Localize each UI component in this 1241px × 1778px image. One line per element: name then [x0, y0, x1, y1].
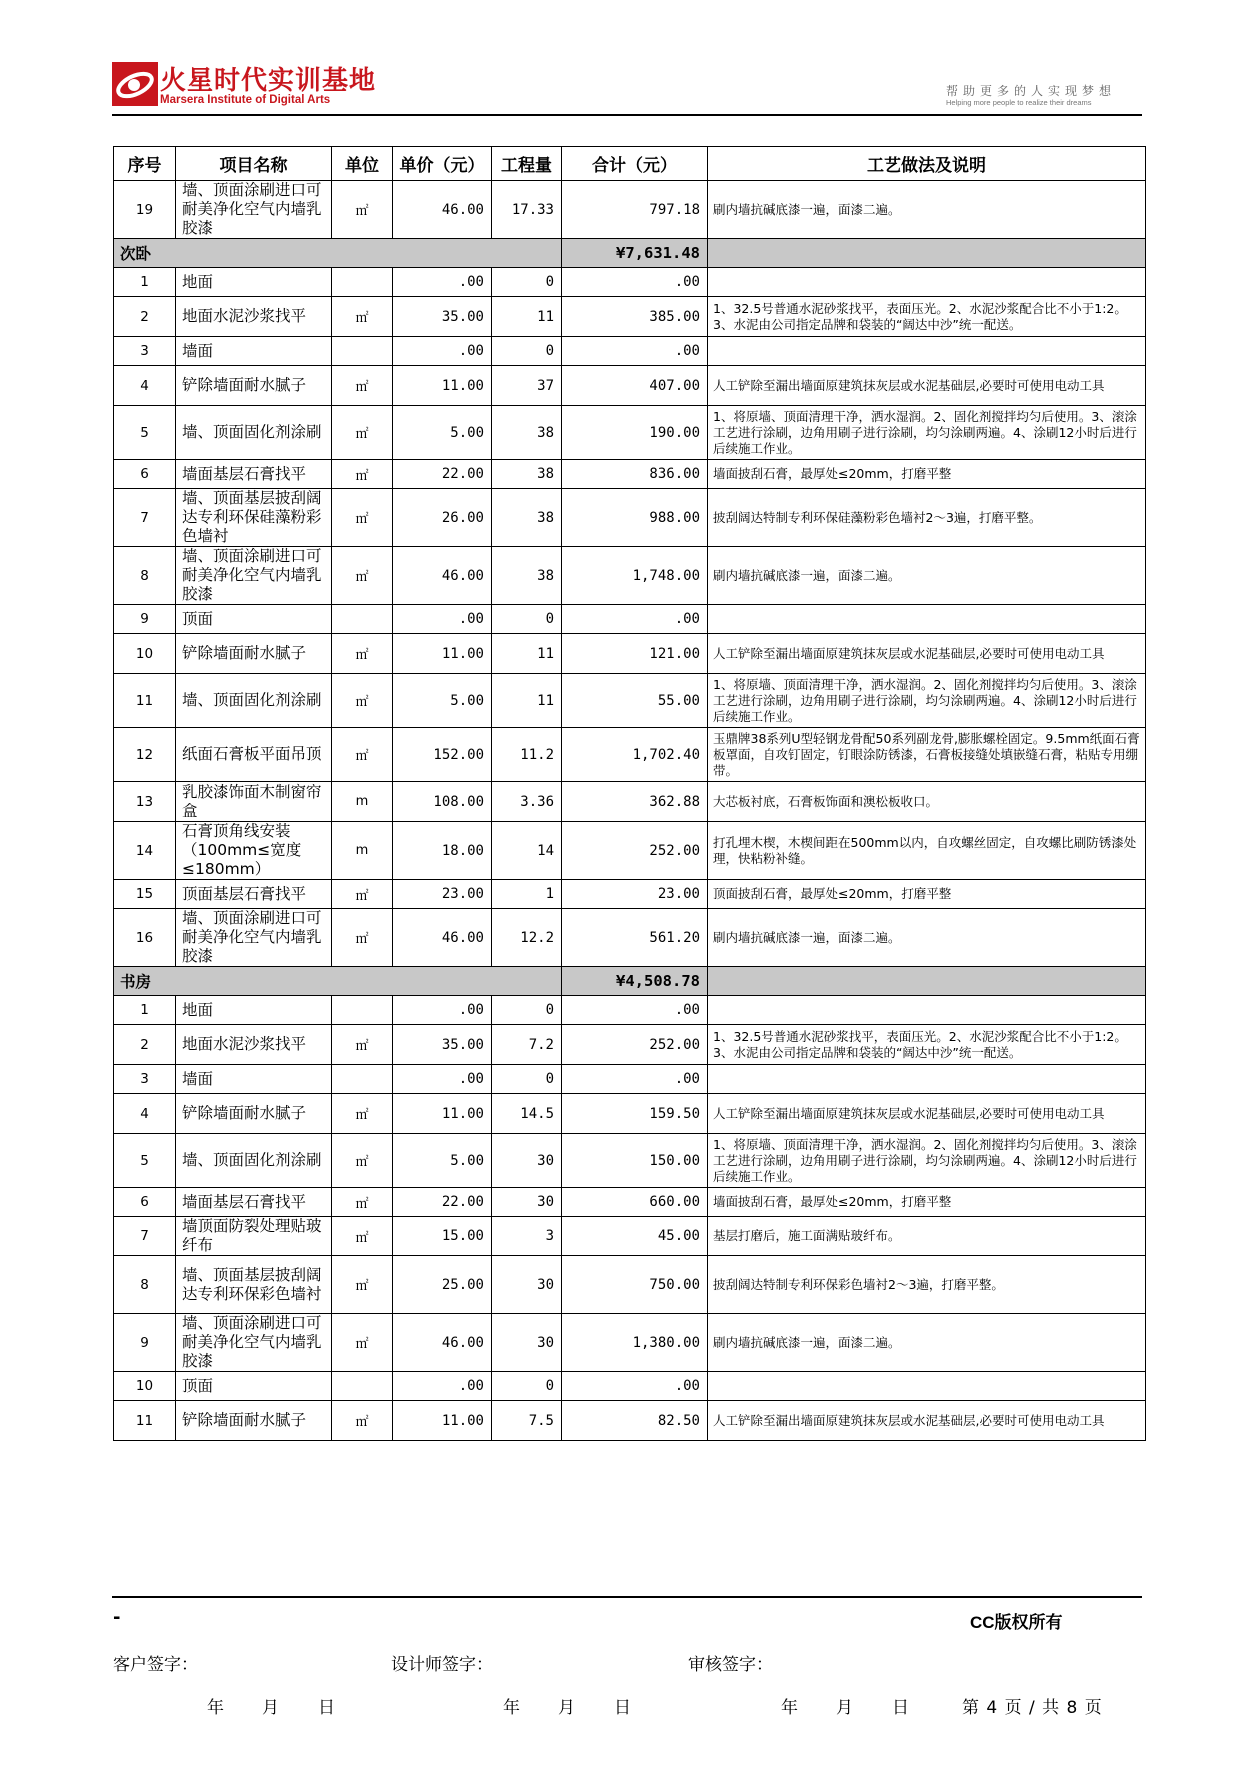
cell-no: 4 [114, 366, 176, 406]
cell-no: 8 [114, 547, 176, 605]
section-row [114, 967, 1146, 996]
cell-qty: 11 [492, 297, 562, 337]
cell-desc [708, 1372, 1146, 1401]
table-row [114, 489, 1146, 547]
cell-no: 9 [114, 605, 176, 634]
cell-name: 墙、顶面基层披刮阔达专利环保硅藻粉彩色墙衬 [176, 489, 332, 547]
table-row [114, 1314, 1146, 1372]
cell-no: 14 [114, 822, 176, 880]
table-row [114, 728, 1146, 782]
cell-name: 铲除墙面耐水腻子 [176, 366, 332, 406]
cell-qty: 11 [492, 634, 562, 674]
cell-no: 4 [114, 1094, 176, 1134]
cell-desc: 披刮阔达特制专利环保硅藻粉彩色墙衬2～3遍，打磨平整。 [708, 489, 1146, 547]
header-divider [112, 114, 1142, 116]
cell-price: 15.00 [393, 1217, 492, 1256]
designer-signature-label: 设计师签字： [391, 1655, 493, 1675]
cell-price: 46.00 [393, 547, 492, 605]
cell-unit: ㎡ [332, 297, 393, 337]
cell-price: 46.00 [393, 1314, 492, 1372]
cell-price: .00 [393, 605, 492, 634]
cell-no: 3 [114, 1065, 176, 1094]
client-date-day: 日 [318, 1698, 335, 1718]
cell-price: 22.00 [393, 1188, 492, 1217]
cell-qty: 0 [492, 605, 562, 634]
reviewer-date-day: 日 [892, 1698, 909, 1718]
cell-desc: 人工铲除至漏出墙面原建筑抹灰层或水泥基础层,必要时可使用电动工具 [708, 1401, 1146, 1441]
cell-unit: ㎡ [332, 634, 393, 674]
table-row [114, 634, 1146, 674]
cell-qty: 37 [492, 366, 562, 406]
cell-name: 铲除墙面耐水腻子 [176, 1094, 332, 1134]
cell-unit [332, 337, 393, 366]
cell-name: 地面水泥沙浆找平 [176, 1025, 332, 1065]
table-row [114, 181, 1146, 239]
section-total: ¥7,631.48 [562, 239, 708, 268]
col-header-price: 单价（元） [393, 147, 492, 181]
cell-no: 6 [114, 460, 176, 489]
table-row [114, 822, 1146, 880]
cell-name: 地面 [176, 268, 332, 297]
cell-desc: 墙面披刮石膏，最厚处≤20mm，打磨平整 [708, 1188, 1146, 1217]
col-header-qty: 工程量 [492, 147, 562, 181]
cell-desc: 人工铲除至漏出墙面原建筑抹灰层或水泥基础层,必要时可使用电动工具 [708, 1094, 1146, 1134]
cell-price: 152.00 [393, 728, 492, 782]
cell-name: 顶面 [176, 605, 332, 634]
cell-total: 561.20 [562, 909, 708, 967]
cell-total: 45.00 [562, 1217, 708, 1256]
cell-qty: 38 [492, 460, 562, 489]
cell-price: 5.00 [393, 1134, 492, 1188]
cell-total: 407.00 [562, 366, 708, 406]
cell-desc: 刷内墙抗碱底漆一遍，面漆二遍。 [708, 547, 1146, 605]
cell-unit: m [332, 822, 393, 880]
table-row [114, 547, 1146, 605]
cell-desc: 刷内墙抗碱底漆一遍，面漆二遍。 [708, 181, 1146, 239]
cell-unit: ㎡ [332, 1025, 393, 1065]
cell-name: 墙、顶面涂刷进口可耐美净化空气内墙乳胶漆 [176, 547, 332, 605]
cell-name: 墙、顶面固化剂涂刷 [176, 406, 332, 460]
cell-name: 墙面 [176, 1065, 332, 1094]
cell-no: 3 [114, 337, 176, 366]
cell-qty: 0 [492, 337, 562, 366]
cell-total: .00 [562, 337, 708, 366]
cell-unit: ㎡ [332, 181, 393, 239]
cell-unit: ㎡ [332, 366, 393, 406]
cell-name: 顶面基层石膏找平 [176, 880, 332, 909]
cell-qty: 12.2 [492, 909, 562, 967]
cell-qty: 14 [492, 822, 562, 880]
table-row [114, 674, 1146, 728]
cell-qty: 17.33 [492, 181, 562, 239]
cell-price: 46.00 [393, 181, 492, 239]
cell-price: .00 [393, 337, 492, 366]
cell-total: 150.00 [562, 1134, 708, 1188]
cell-total: 385.00 [562, 297, 708, 337]
col-header-no: 序号 [114, 147, 176, 181]
cell-qty: 7.2 [492, 1025, 562, 1065]
cell-qty: 3.36 [492, 782, 562, 822]
cell-no: 2 [114, 1025, 176, 1065]
cell-no: 16 [114, 909, 176, 967]
cell-total: 55.00 [562, 674, 708, 728]
cell-total: .00 [562, 1065, 708, 1094]
cell-qty: 3 [492, 1217, 562, 1256]
cell-price: 22.00 [393, 460, 492, 489]
section-desc [708, 239, 1146, 268]
cell-total: 988.00 [562, 489, 708, 547]
cell-no: 11 [114, 1401, 176, 1441]
cell-total: 1,748.00 [562, 547, 708, 605]
reviewer-date-year: 年 [781, 1698, 798, 1718]
cell-no: 7 [114, 489, 176, 547]
cell-no: 5 [114, 406, 176, 460]
cell-total: 82.50 [562, 1401, 708, 1441]
cell-unit: ㎡ [332, 406, 393, 460]
cell-price: .00 [393, 1372, 492, 1401]
cell-unit [332, 1065, 393, 1094]
cell-unit: ㎡ [332, 674, 393, 728]
cell-desc [708, 996, 1146, 1025]
cell-desc: 1、将原墙、顶面清理干净，洒水湿润。2、固化剂搅拌均匀后使用。3、滚涂工艺进行涂刷，边角用刷子进行涂刷，均匀涂刷两遍。4、涂刷12小时后进行后续施工作业。 [708, 406, 1146, 460]
cell-total: 836.00 [562, 460, 708, 489]
cell-no: 15 [114, 880, 176, 909]
cell-price: 35.00 [393, 297, 492, 337]
cell-desc: 玉鼎牌38系列U型轻钢龙骨配50系列副龙骨,膨胀螺栓固定。9.5mm纸面石膏板罩面，自攻钉固定，钉眼涂防锈漆，石膏板接缝处填嵌缝石膏，粘贴专用绷带。 [708, 728, 1146, 782]
col-header-desc: 工艺做法及说明 [708, 147, 1146, 181]
table-row [114, 268, 1146, 297]
cell-no: 1 [114, 268, 176, 297]
cell-unit: ㎡ [332, 728, 393, 782]
page-header [0, 0, 1241, 120]
client-date-year: 年 [207, 1698, 224, 1718]
table-row [114, 1025, 1146, 1065]
cell-unit: ㎡ [332, 489, 393, 547]
cell-total: 362.88 [562, 782, 708, 822]
designer-date-year: 年 [503, 1698, 520, 1718]
cell-total: 750.00 [562, 1256, 708, 1314]
cell-name: 墙、顶面涂刷进口可耐美净化空气内墙乳胶漆 [176, 1314, 332, 1372]
cell-name: 纸面石膏板平面吊顶 [176, 728, 332, 782]
quotation-table [113, 146, 1146, 1441]
table-row [114, 460, 1146, 489]
cell-no: 19 [114, 181, 176, 239]
cell-name: 墙面 [176, 337, 332, 366]
cell-desc: 打孔埋木楔，木楔间距在500mm以内，自攻螺丝固定，自攻螺比刷防锈漆处理，快粘粉补缝。 [708, 822, 1146, 880]
cell-qty: 38 [492, 489, 562, 547]
table-row [114, 1188, 1146, 1217]
section-name: 书房 [114, 967, 562, 996]
cell-name: 铲除墙面耐水腻子 [176, 634, 332, 674]
cell-qty: 0 [492, 996, 562, 1025]
cell-name: 石膏顶角线安装（100mm≤宽度≤180mm） [176, 822, 332, 880]
table-row [114, 337, 1146, 366]
cell-name: 墙面基层石膏找平 [176, 1188, 332, 1217]
table-row [114, 909, 1146, 967]
cell-unit [332, 996, 393, 1025]
cell-price: .00 [393, 1065, 492, 1094]
table-row [114, 1401, 1146, 1441]
footer-dash: - [113, 1607, 121, 1628]
cell-total: 121.00 [562, 634, 708, 674]
cell-qty: 30 [492, 1256, 562, 1314]
cell-desc: 人工铲除至漏出墙面原建筑抹灰层或水泥基础层,必要时可使用电动工具 [708, 634, 1146, 674]
brand-name: 火星时代实训基地 [160, 66, 377, 96]
cell-price: 108.00 [393, 782, 492, 822]
cell-name: 墙、顶面固化剂涂刷 [176, 1134, 332, 1188]
cell-total: 23.00 [562, 880, 708, 909]
cell-qty: 1 [492, 880, 562, 909]
cell-price: 11.00 [393, 366, 492, 406]
table-row [114, 366, 1146, 406]
cell-unit: ㎡ [332, 460, 393, 489]
cell-no: 2 [114, 297, 176, 337]
cell-name: 地面水泥沙浆找平 [176, 297, 332, 337]
cell-no: 6 [114, 1188, 176, 1217]
col-header-total: 合计（元） [562, 147, 708, 181]
cell-price: .00 [393, 996, 492, 1025]
cell-name: 顶面 [176, 1372, 332, 1401]
table-row [114, 605, 1146, 634]
brand-slogan-en: Helping more people to realize their dreams [946, 98, 1092, 107]
cell-total: 252.00 [562, 1025, 708, 1065]
cell-no: 5 [114, 1134, 176, 1188]
cell-no: 10 [114, 634, 176, 674]
mars-logo-icon [112, 62, 158, 106]
cell-total: 660.00 [562, 1188, 708, 1217]
cell-price: 11.00 [393, 1401, 492, 1441]
cell-price: 46.00 [393, 909, 492, 967]
col-header-name: 项目名称 [176, 147, 332, 181]
cell-unit: ㎡ [332, 909, 393, 967]
table-row [114, 1134, 1146, 1188]
cell-total: 159.50 [562, 1094, 708, 1134]
cell-unit: ㎡ [332, 1188, 393, 1217]
cell-no: 10 [114, 1372, 176, 1401]
cell-desc [708, 337, 1146, 366]
cell-price: 26.00 [393, 489, 492, 547]
cell-price: 5.00 [393, 674, 492, 728]
cell-unit: ㎡ [332, 1134, 393, 1188]
reviewer-signature-label: 审核签字： [688, 1655, 773, 1675]
cell-no: 13 [114, 782, 176, 822]
cell-desc: 披刮阔达特制专利环保彩色墙衬2～3遍，打磨平整。 [708, 1256, 1146, 1314]
cell-name: 墙、顶面涂刷进口可耐美净化空气内墙乳胶漆 [176, 909, 332, 967]
cell-desc [708, 268, 1146, 297]
cell-total: 190.00 [562, 406, 708, 460]
cell-total: .00 [562, 268, 708, 297]
cell-total: 252.00 [562, 822, 708, 880]
designer-date-month: 月 [558, 1698, 575, 1718]
cell-unit: ㎡ [332, 1314, 393, 1372]
cell-desc: 1、将原墙、顶面清理干净，洒水湿润。2、固化剂搅拌均匀后使用。3、滚涂工艺进行涂刷，边角用刷子进行涂刷，均匀涂刷两遍。4、涂刷12小时后进行后续施工作业。 [708, 1134, 1146, 1188]
table-row [114, 880, 1146, 909]
page-number: 第 4 页 / 共 8 页 [962, 1698, 1103, 1718]
cell-name: 墙、顶面涂刷进口可耐美净化空气内墙乳胶漆 [176, 181, 332, 239]
brand-name-en: Marsera Institute of Digital Arts [160, 94, 331, 106]
cell-no: 8 [114, 1256, 176, 1314]
cell-desc: 1、将原墙、顶面清理干净，洒水湿润。2、固化剂搅拌均匀后使用。3、滚涂工艺进行涂刷，边角用刷子进行涂刷，均匀涂刷两遍。4、涂刷12小时后进行后续施工作业。 [708, 674, 1146, 728]
cell-total: 797.18 [562, 181, 708, 239]
cell-name: 墙顶面防裂处理贴玻纤布 [176, 1217, 332, 1256]
cell-desc: 刷内墙抗碱底漆一遍，面漆二遍。 [708, 909, 1146, 967]
cell-name: 墙、顶面基层披刮阔达专利环保彩色墙衬 [176, 1256, 332, 1314]
cell-no: 7 [114, 1217, 176, 1256]
cell-qty: 11.2 [492, 728, 562, 782]
copyright-text: CC版权所有 [970, 1613, 1063, 1632]
cell-qty: 0 [492, 268, 562, 297]
reviewer-date-month: 月 [836, 1698, 853, 1718]
section-name: 次卧 [114, 239, 562, 268]
footer-divider [112, 1596, 1142, 1598]
cell-unit: ㎡ [332, 1217, 393, 1256]
cell-desc: 墙面披刮石膏，最厚处≤20mm，打磨平整 [708, 460, 1146, 489]
cell-total: .00 [562, 605, 708, 634]
cell-unit: ㎡ [332, 547, 393, 605]
cell-desc [708, 1065, 1146, 1094]
cell-no: 1 [114, 996, 176, 1025]
table-row [114, 1256, 1146, 1314]
cell-price: 5.00 [393, 406, 492, 460]
cell-price: .00 [393, 268, 492, 297]
cell-total: .00 [562, 1372, 708, 1401]
cell-qty: 0 [492, 1372, 562, 1401]
table-row [114, 406, 1146, 460]
cell-unit: ㎡ [332, 1094, 393, 1134]
cell-qty: 38 [492, 547, 562, 605]
brand-slogan: 帮助更多的人实现梦想 [946, 84, 1117, 98]
cell-no: 12 [114, 728, 176, 782]
table-row [114, 1065, 1146, 1094]
client-date-month: 月 [262, 1698, 279, 1718]
cell-unit: ㎡ [332, 1401, 393, 1441]
cell-price: 23.00 [393, 880, 492, 909]
cell-desc [708, 605, 1146, 634]
section-row [114, 239, 1146, 268]
cell-desc: 大芯板衬底，石膏板饰面和澳松板收口。 [708, 782, 1146, 822]
table-row [114, 782, 1146, 822]
table-row [114, 996, 1146, 1025]
cell-price: 11.00 [393, 1094, 492, 1134]
cell-price: 35.00 [393, 1025, 492, 1065]
col-header-unit: 单位 [332, 147, 393, 181]
cell-total: 1,380.00 [562, 1314, 708, 1372]
designer-date-day: 日 [614, 1698, 631, 1718]
cell-qty: 7.5 [492, 1401, 562, 1441]
cell-desc: 基层打磨后，施工面满贴玻纤布。 [708, 1217, 1146, 1256]
cell-qty: 0 [492, 1065, 562, 1094]
cell-total: 1,702.40 [562, 728, 708, 782]
cell-no: 9 [114, 1314, 176, 1372]
table-header-row [114, 147, 1146, 181]
cell-qty: 30 [492, 1314, 562, 1372]
table-row [114, 297, 1146, 337]
cell-desc: 刷内墙抗碱底漆一遍，面漆二遍。 [708, 1314, 1146, 1372]
cell-unit: ㎡ [332, 880, 393, 909]
cell-name: 墙面基层石膏找平 [176, 460, 332, 489]
cell-qty: 14.5 [492, 1094, 562, 1134]
section-desc [708, 967, 1146, 996]
cell-desc: 1、32.5号普通水泥砂浆找平，表面压光。2、水泥沙浆配合比不小于1:2。3、水泥由公司指定品牌和袋装的“阔达中沙”统一配送。 [708, 1025, 1146, 1065]
cell-qty: 38 [492, 406, 562, 460]
cell-name: 地面 [176, 996, 332, 1025]
section-total: ¥4,508.78 [562, 967, 708, 996]
client-signature-label: 客户签字： [113, 1655, 198, 1675]
cell-no: 11 [114, 674, 176, 728]
table-row [114, 1094, 1146, 1134]
cell-unit: m [332, 782, 393, 822]
cell-total: .00 [562, 996, 708, 1025]
cell-unit [332, 605, 393, 634]
cell-qty: 11 [492, 674, 562, 728]
cell-qty: 30 [492, 1134, 562, 1188]
cell-qty: 30 [492, 1188, 562, 1217]
cell-name: 墙、顶面固化剂涂刷 [176, 674, 332, 728]
cell-name: 铲除墙面耐水腻子 [176, 1401, 332, 1441]
cell-desc: 人工铲除至漏出墙面原建筑抹灰层或水泥基础层,必要时可使用电动工具 [708, 366, 1146, 406]
table-row [114, 1372, 1146, 1401]
cell-price: 11.00 [393, 634, 492, 674]
cell-price: 25.00 [393, 1256, 492, 1314]
cell-name: 乳胶漆饰面木制窗帘盒 [176, 782, 332, 822]
cell-unit [332, 268, 393, 297]
cell-unit [332, 1372, 393, 1401]
cell-price: 18.00 [393, 822, 492, 880]
cell-desc: 1、32.5号普通水泥砂浆找平，表面压光。2、水泥沙浆配合比不小于1:2。3、水泥由公司指定品牌和袋装的“阔达中沙”统一配送。 [708, 297, 1146, 337]
cell-desc: 顶面披刮石膏，最厚处≤20mm，打磨平整 [708, 880, 1146, 909]
cell-unit: ㎡ [332, 1256, 393, 1314]
table-row [114, 1217, 1146, 1256]
